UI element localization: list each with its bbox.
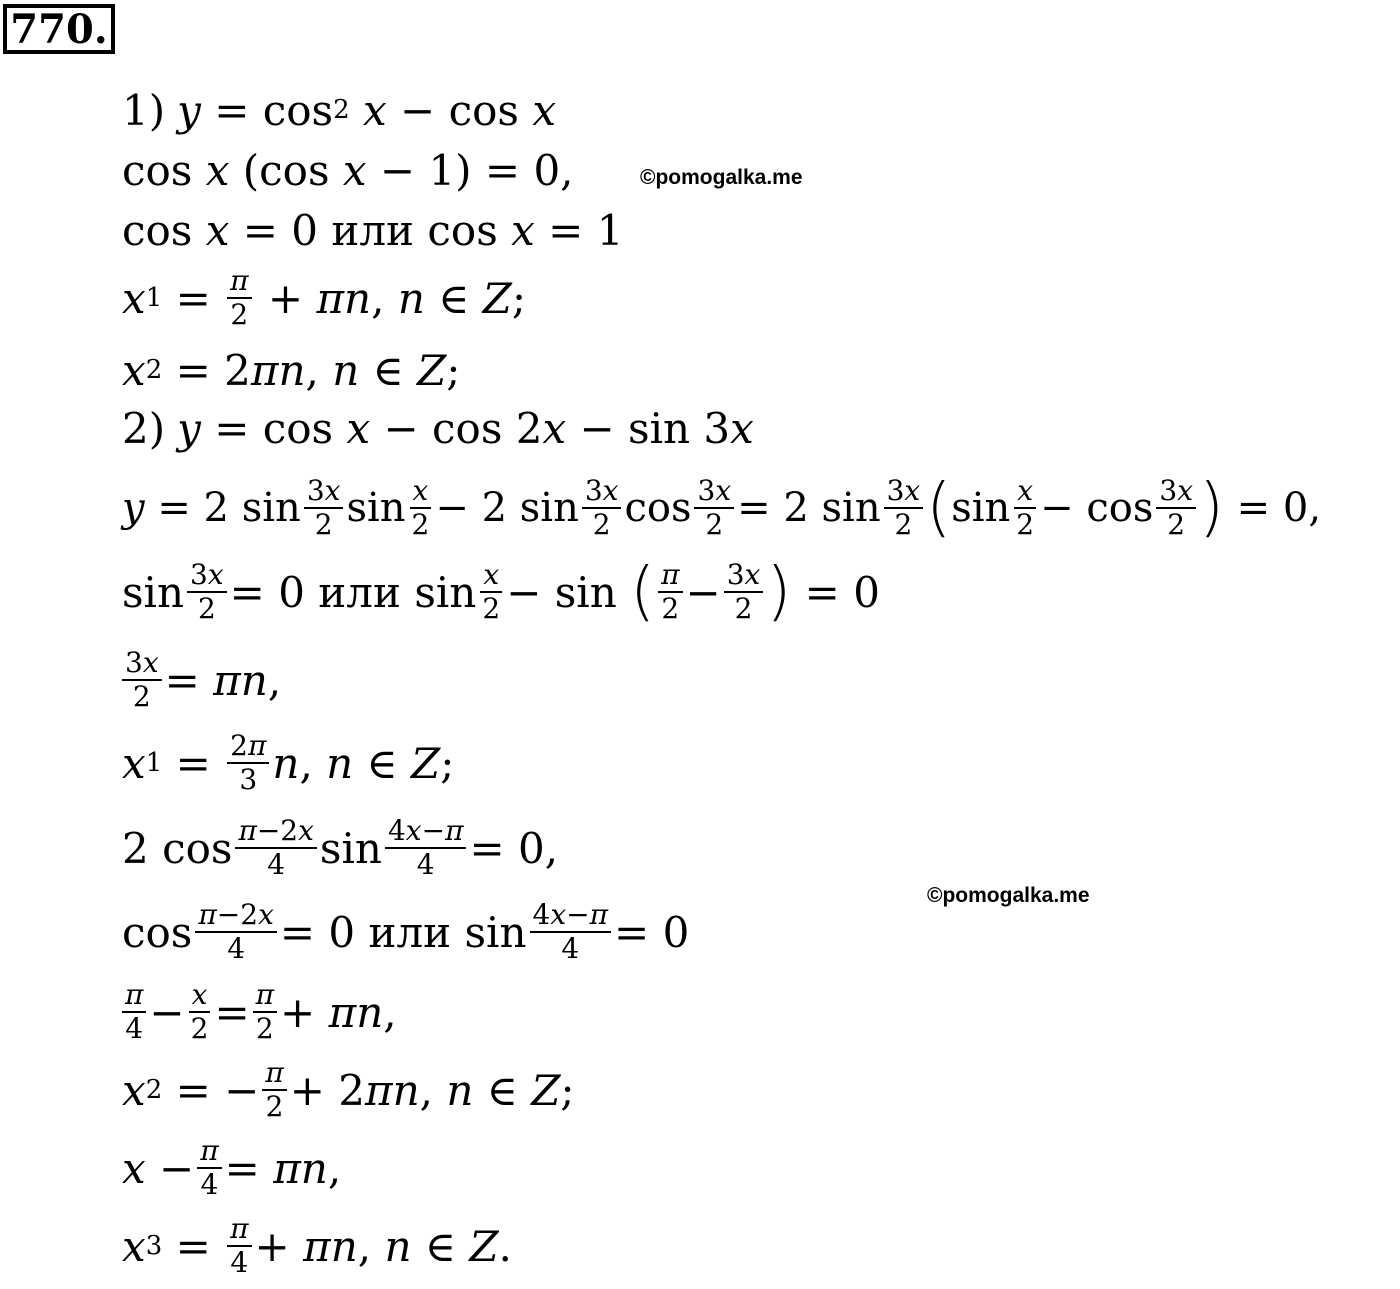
solution-line: x 1 = 2π 3 n , n ∈ Z ; xyxy=(122,728,455,796)
solution-line: sin 3x 2 = 0 или sin x 2 − sin ( π 2 − 3x 2 ) = 0 xyxy=(122,555,880,629)
solution-line: 3x 2 = πn , xyxy=(122,640,281,720)
solution-line: 2) y = cos x − cos 2 x − sin 3 x xyxy=(122,403,754,453)
word-or: или xyxy=(318,567,401,617)
watermark: ©pomogalka.me xyxy=(640,166,803,189)
solution-line: y = 2 sin 3x 2 sin x 2 − 2 sin 3x 2 cos 3x 2 = 2 sin 3x 2 ( sin x 2 − cos 3x 2 ) = 0, xyxy=(122,471,1322,545)
solution-line: x 2 = 2 πn , n ∈ Z ; xyxy=(122,345,461,395)
solution-line: cos x = 0 или cos x = 1 xyxy=(122,205,624,255)
solution-line: 1) y = cos 2 x − cos x xyxy=(122,85,556,135)
solution-line: cos π−2x 4 = 0 или sin 4x−π 4 = 0 xyxy=(122,897,690,965)
solution-line: x 2 = − π 2 + 2 πn , n ∈ Z ; xyxy=(122,1055,575,1123)
solution-line: 2 cos π−2x 4 sin 4x−π 4 = 0, xyxy=(122,813,559,881)
solution-line: x − π 4 = πn , xyxy=(122,1133,342,1201)
watermark: ©pomogalka.me xyxy=(927,884,1090,907)
word-or: или xyxy=(331,205,415,255)
word-or: или xyxy=(368,907,452,957)
solution-line: π 4 − x 2 = π 2 + πn , xyxy=(122,972,397,1052)
solution-line: cos x (cos x − 1) = 0, xyxy=(122,145,574,195)
solution-line: x 1 = π 2 + πn , n ∈ Z ; xyxy=(122,263,527,331)
problem-number: 770. xyxy=(3,4,115,54)
solution-line: x 3 = π 4 + πn , n ∈ Z . xyxy=(122,1211,512,1279)
